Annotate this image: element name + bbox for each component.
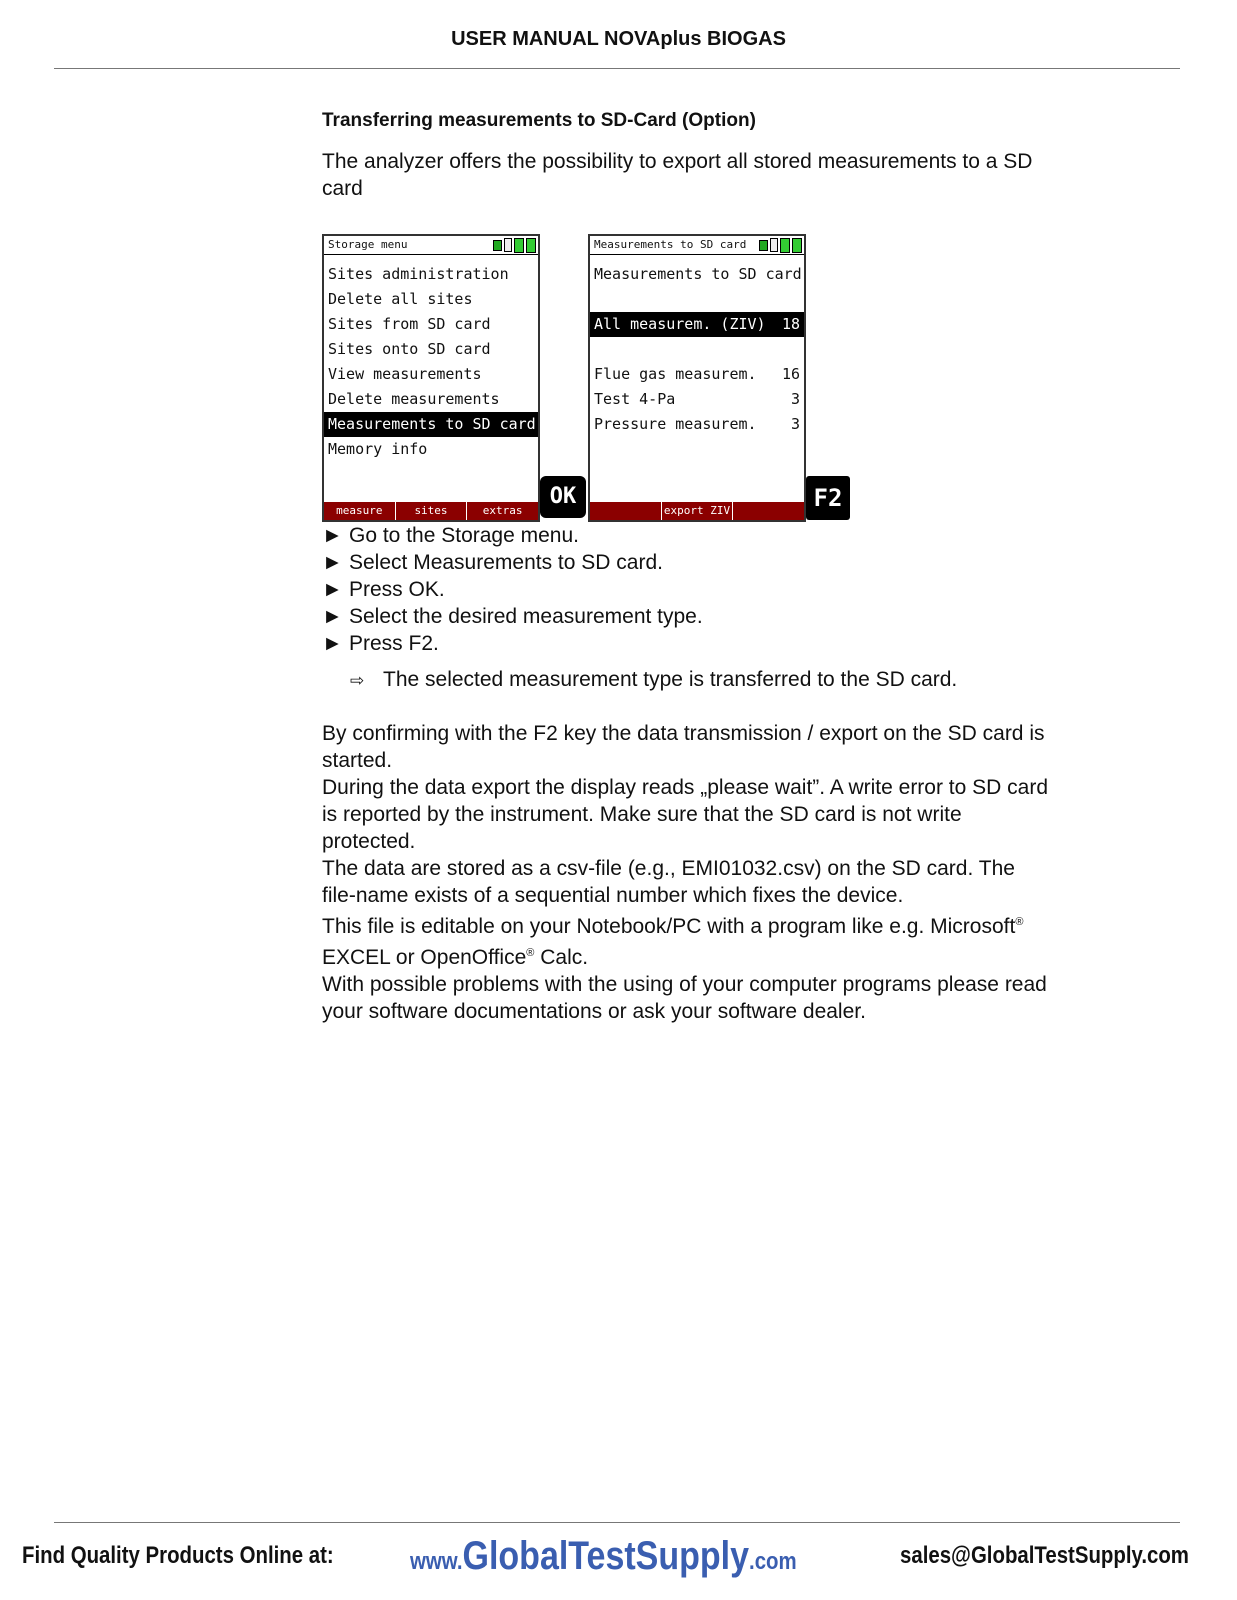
softkey-3[interactable]: extras <box>482 504 523 517</box>
measurement-type-list <box>590 262 804 437</box>
list-item[interactable] <box>590 387 804 412</box>
step-arrow-icon: ► <box>322 578 343 601</box>
softkey-f3[interactable] <box>733 502 804 520</box>
step-text: Press OK. <box>349 578 445 601</box>
footer-rule <box>54 1522 1180 1523</box>
step-arrow-icon: ► <box>322 632 343 655</box>
step-arrow-icon: ► <box>322 551 343 574</box>
connection-icon <box>504 238 512 252</box>
battery-icon <box>526 238 536 253</box>
text-span: This file is editable on your Notebook/PC with a program like e.g. Microsoft <box>322 915 1016 938</box>
status-icons <box>759 238 802 252</box>
item-count: 18 <box>781 315 800 333</box>
footer-tagline: Find Quality Products Online at: <box>22 1542 334 1569</box>
storage-menu-list <box>324 262 538 462</box>
footer <box>0 1534 1237 1578</box>
menu-item[interactable]: Sites onto SD card <box>328 340 491 358</box>
item-label: Flue gas measurem. <box>594 365 757 383</box>
signal-icon <box>759 240 768 251</box>
step-item <box>322 576 1052 603</box>
item-count: 3 <box>790 415 800 433</box>
result-text: The selected measurement type is transferred to the SD card. <box>383 668 958 691</box>
screen-title <box>324 236 538 255</box>
body-text <box>322 720 1052 1025</box>
screen-heading: Measurements to SD card <box>594 265 802 283</box>
step-list <box>322 522 1052 657</box>
step-item <box>322 522 1052 549</box>
measurements-to-sd-screen <box>588 234 806 522</box>
url-suffix: .com <box>749 1548 797 1575</box>
step-text: Select Measurements to SD card. <box>349 551 663 574</box>
list-item[interactable] <box>590 412 804 437</box>
url-brand: GlobalTestSupply <box>462 1534 750 1578</box>
status-icons <box>493 238 536 252</box>
step-arrow-icon: ► <box>322 605 343 628</box>
page-header-title: USER MANUAL NOVAplus BIOGAS <box>451 28 786 50</box>
item-label: Pressure measurem. <box>594 415 757 433</box>
list-item-selected[interactable] <box>590 312 804 337</box>
screen-title <box>590 236 804 255</box>
step-text: Go to the Storage menu. <box>349 524 579 547</box>
step-text: Press F2. <box>349 632 439 655</box>
text-span: EXCEL or OpenOffice <box>322 946 527 969</box>
screen-title-text: Measurements to SD card <box>594 238 747 251</box>
f2-key[interactable]: F2 <box>806 476 850 520</box>
menu-item[interactable]: Sites from SD card <box>328 315 491 333</box>
connection-icon <box>770 238 778 252</box>
paragraph <box>322 909 1052 971</box>
spacer <box>590 287 804 312</box>
signal-icon <box>493 240 502 251</box>
footer-email-link[interactable]: sales@GlobalTestSupply.com <box>900 1542 1189 1569</box>
battery-icon <box>792 238 802 253</box>
item-label: All measurem. (ZIV) <box>594 315 766 333</box>
menu-item[interactable]: Memory info <box>328 440 428 458</box>
paragraph: By confirming with the F2 key the data transmission / export on the SD card is started. <box>322 722 1045 772</box>
menu-item[interactable]: Sites administration <box>328 265 509 283</box>
softkey-2[interactable]: sites <box>396 502 468 520</box>
paragraph: During the data export the display reads „please wait”. A write error to SD card is reported by the instrument. Make sure that the SD card is not write protected. <box>322 776 1049 853</box>
intro-text: The analyzer offers the possibility to export all stored measurements to a SD card <box>322 150 1033 200</box>
step-item <box>322 603 1052 630</box>
screen-title-text: Storage menu <box>328 238 408 251</box>
softkey-bar <box>590 502 804 520</box>
battery-icon <box>780 238 790 253</box>
item-label: Test 4-Pa <box>594 390 676 408</box>
ok-key[interactable]: OK <box>540 476 586 518</box>
menu-item[interactable]: Delete all sites <box>328 290 473 308</box>
menu-item[interactable]: Delete measurements <box>328 390 500 408</box>
paragraph: The data are stored as a csv-file (e.g., EMI01032.csv) on the SD card. The file-name exists of a sequential number which fixes the device. <box>322 857 1015 907</box>
spacer <box>590 337 804 362</box>
result-arrow-icon: ⇨ <box>350 671 365 690</box>
section-title: Transferring measurements to SD-Card (Option) <box>322 110 756 131</box>
registered-mark: ® <box>526 947 535 959</box>
menu-item[interactable]: View measurements <box>328 365 482 383</box>
registered-mark: ® <box>1015 916 1024 928</box>
step-arrow-icon: ► <box>322 524 343 547</box>
footer-website-link[interactable] <box>410 1534 797 1579</box>
url-prefix: www. <box>410 1548 463 1575</box>
storage-menu-screen <box>322 234 540 522</box>
item-count: 3 <box>790 390 800 408</box>
step-item <box>322 549 1052 576</box>
softkey-f1[interactable] <box>590 502 662 520</box>
step-result <box>350 666 1080 694</box>
step-text: Select the desired measurement type. <box>349 605 703 628</box>
item-count: 16 <box>781 365 800 383</box>
paragraph: With possible problems with the using of your computer programs please read your software documentations or ask your software dealer. <box>322 973 1047 1023</box>
step-item <box>322 630 1052 657</box>
battery-icon <box>514 238 524 253</box>
softkey-1[interactable]: measure <box>324 502 396 520</box>
menu-item-selected[interactable]: Measurements to SD card <box>324 412 538 437</box>
softkey-bar <box>324 502 538 520</box>
list-item[interactable] <box>590 362 804 387</box>
softkey-export-ziv[interactable]: export ZIV <box>662 502 734 520</box>
text-span: Calc. <box>540 946 589 969</box>
header-rule <box>54 68 1180 69</box>
